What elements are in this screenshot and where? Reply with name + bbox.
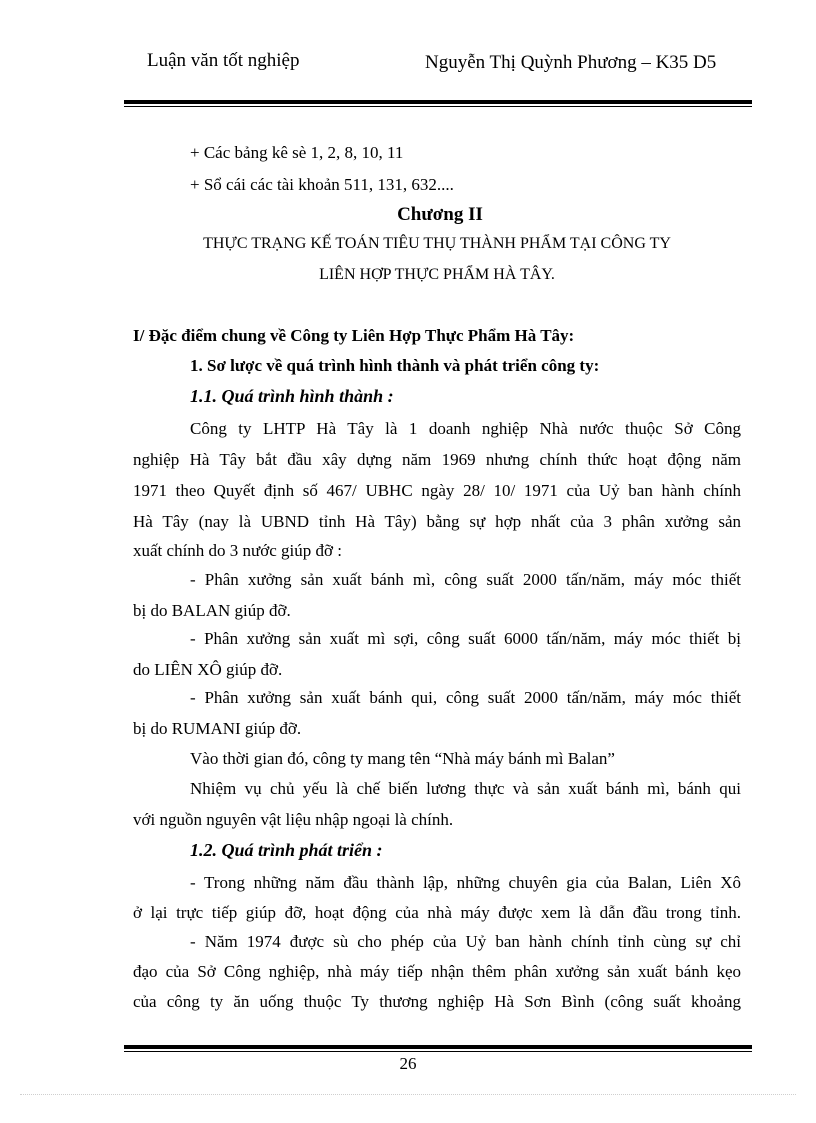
paragraph-line: xuất chính do 3 nước giúp đỡ :: [133, 541, 342, 560]
chapter-subtitle-line1: THỰC TRẠNG KẾ TOÁN TIÊU THỤ THÀNH PHẨM TẠI CÔNG TY: [203, 235, 671, 252]
chapter-subtitle-line2: LIÊN HỢP THỰC PHẨM HÀ TÂY.: [319, 266, 555, 283]
dash-item-line: bị do BALAN giúp đỡ.: [133, 601, 291, 620]
page-edge-dotted-line: [20, 1094, 796, 1095]
dash-item-line: - Năm 1974 được sù cho phép của Uỷ ban hành chính tỉnh cùng sự chỉ: [190, 932, 741, 951]
dash-item-line: - Phân xưởng sản xuất bánh qui, công suất 2000 tấn/năm, máy móc thiết: [190, 688, 741, 707]
dash-item-line: của công ty ăn uống thuộc Ty thương nghiệp Hà Sơn Bình (công suất khoảng: [133, 992, 741, 1011]
header-rule: [124, 100, 752, 104]
chapter-title: Chương II: [397, 204, 483, 225]
header-rule-thin: [124, 106, 752, 107]
paragraph-line: Công ty LHTP Hà Tây là 1 doanh nghiệp Nhà nước thuộc Sở Công: [190, 419, 741, 438]
paragraph-line: nghiệp Hà Tây bắt đầu xây dựng năm 1969 nhưng chính thức hoạt động năm: [133, 450, 741, 469]
dash-item-line: - Phân xưởng sản xuất mì sợi, công suất 6000 tấn/năm, máy móc thiết bị: [190, 629, 741, 648]
paragraph-line: với nguồn nguyên vật liệu nhập ngoại là chính.: [133, 810, 454, 829]
subsection-1-2-heading: 1.2. Quá trình phát triển :: [190, 840, 383, 860]
paragraph-line: Vào thời gian đó, công ty mang tên “Nhà máy bánh mì Balan”: [190, 749, 615, 768]
paragraph-line: 1971 theo Quyết định số 467/ UBHC ngày 28/ 10/ 1971 của Uỷ ban hành chính: [133, 481, 741, 500]
footer-rule: [124, 1045, 752, 1049]
subsection-1-1-heading: 1.1. Quá trình hình thành :: [190, 386, 394, 406]
list-item: + Các bảng kê sè 1, 2, 8, 10, 11: [190, 143, 404, 162]
section-subheading: 1. Sơ lược về quá trình hình thành và phát triển công ty:: [190, 356, 600, 375]
dash-item-line: do LIÊN XÔ giúp đỡ.: [133, 660, 283, 679]
dash-item-line: - Phân xưởng sản xuất bánh mì, công suất 2000 tấn/năm, máy móc thiết: [190, 570, 741, 589]
header-thesis-label: Luận văn tốt nghiệp: [147, 50, 300, 71]
dash-item-line: bị do RUMANI giúp đỡ.: [133, 719, 302, 738]
paragraph-line: Nhiệm vụ chủ yếu là chế biến lương thực và sản xuất bánh mì, bánh qui: [190, 779, 741, 798]
header-author: Nguyễn Thị Quỳnh Phương – K35 D5: [425, 52, 717, 73]
dash-item-line: - Trong những năm đầu thành lập, những chuyên gia của Balan, Liên Xô: [190, 873, 741, 892]
dash-item-line: ở lại trực tiếp giúp đỡ, hoạt động của nhà máy được xem là dẫn đầu trong tỉnh.: [133, 903, 741, 922]
dash-item-line: đạo của Sở Công nghiệp, nhà máy tiếp nhận thêm phân xưởng sản xuất bánh kẹo: [133, 962, 741, 981]
paragraph-line: Hà Tây (nay là UBND tỉnh Hà Tây) bằng sự hợp nhất của 3 phân xưởng sản: [133, 512, 741, 531]
list-item: + Sổ cái các tài khoản 511, 131, 632....: [190, 175, 454, 194]
section-heading: I/ Đặc điểm chung về Công ty Liên Hợp Thực Phẩm Hà Tây:: [133, 326, 575, 345]
footer-rule-thin: [124, 1051, 752, 1052]
page-number: 26: [399, 1054, 417, 1073]
